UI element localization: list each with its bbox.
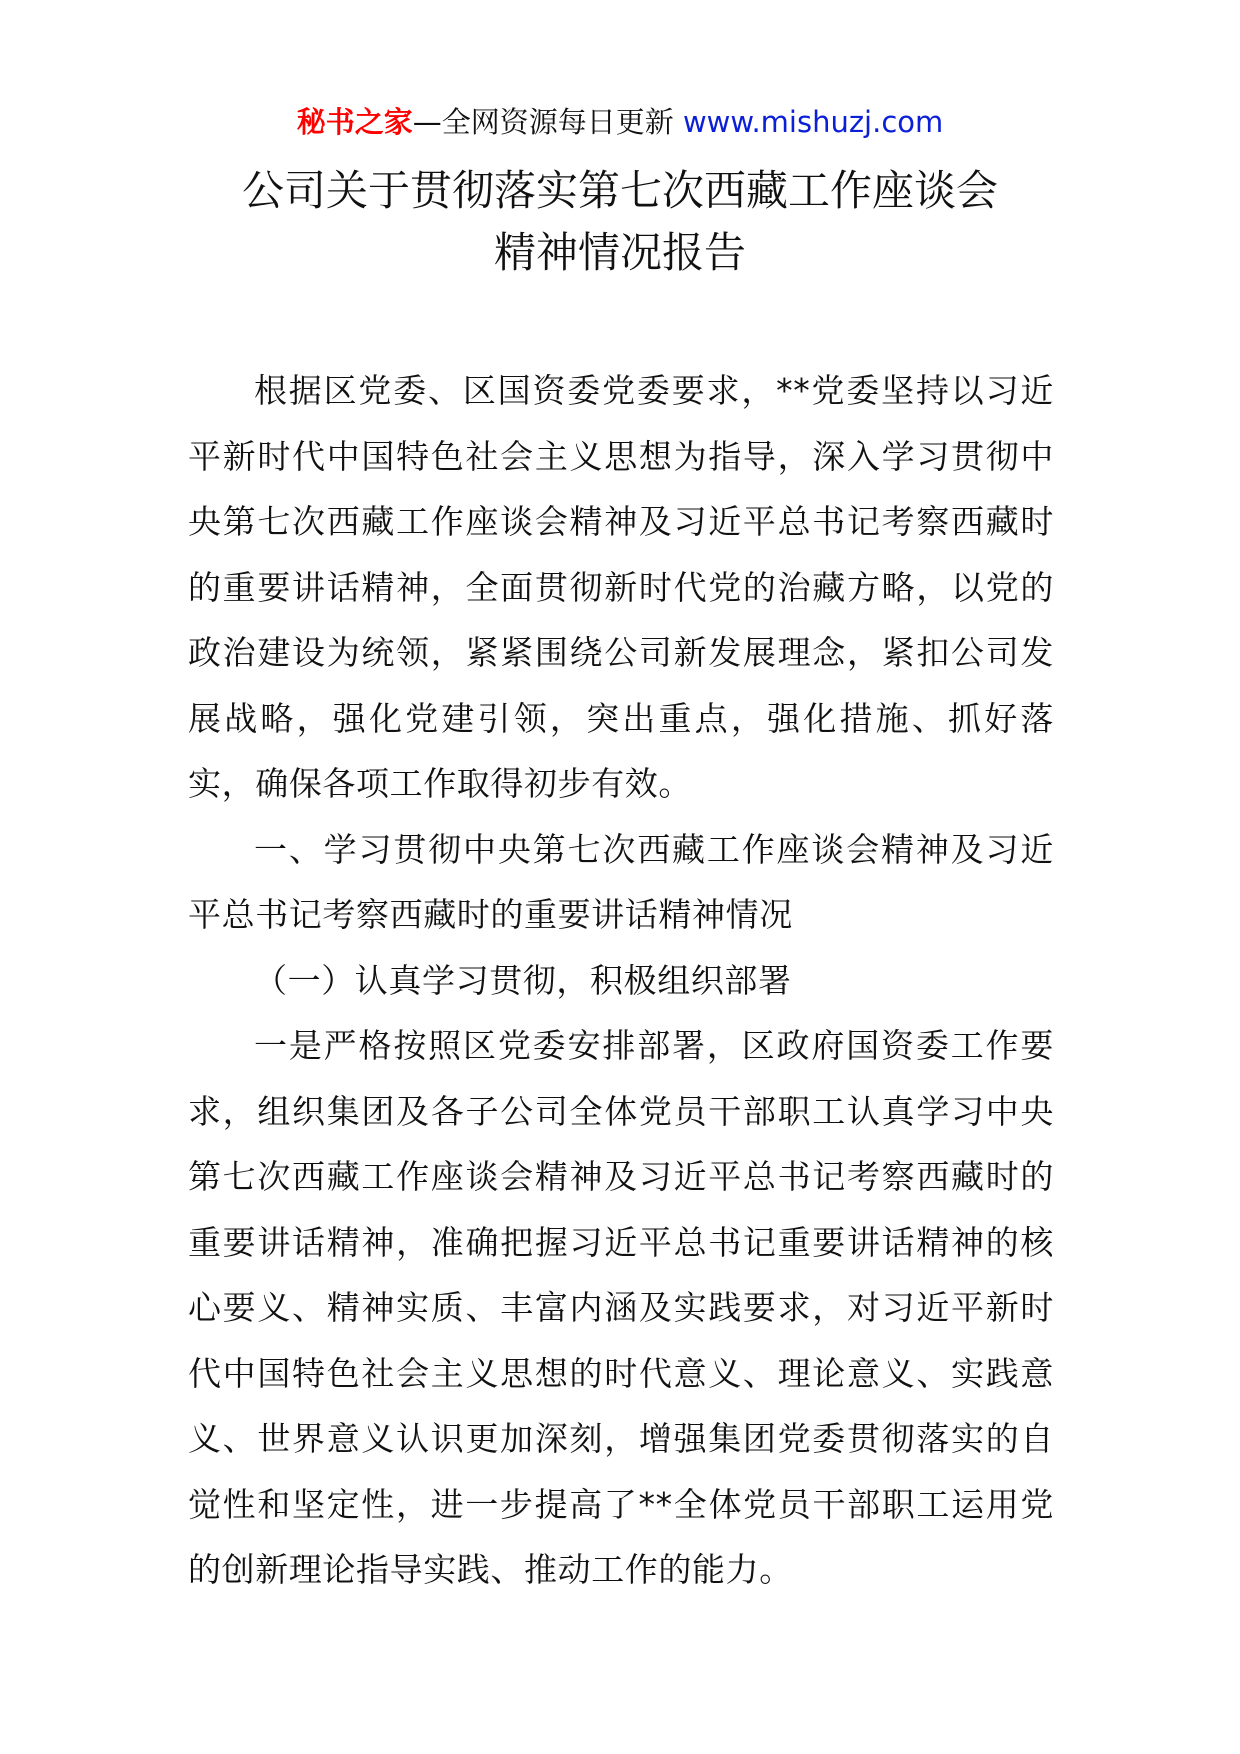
header-slogan: —全网资源每日更新 [412, 105, 683, 139]
site-url-link[interactable]: www.mishuzj.com [682, 105, 944, 139]
brand-name: 秘书之家 [296, 105, 413, 139]
document-body [188, 358, 1054, 1603]
document-title [0, 160, 1240, 284]
title-line-2: 精神情况报告 [493, 228, 746, 277]
subsection-heading-1: （一）认真学习贯彻，积极组织部署 [254, 960, 792, 1000]
section-heading-1: 一、学习贯彻中央第七次西藏工作座谈会精神及习近平总书记考察西藏时的重要讲话精神情况 [188, 829, 1054, 934]
body-paragraph-1: 一是严格按照区党委安排部署，区政府国资委工作要求，组织集团及各子公司全体党员干部职工认真学习中央第七次西藏工作座谈会精神及习近平总书记考察西藏时的重要讲话精神，准确把握习近平总书记重要讲话精神的核心要义、精神实质、丰富内涵及实践要求，对习近平新时代中国特色社会主义思想的时代意义、理论意义、实践意义、世界意义认识更加深刻，增强集团党委贯彻落实的自觉性和坚定性，进一步提高了**全体党员干部职工运用党的创新理论指导实践、推动工作的能力。 [188, 1026, 1054, 1589]
site-header [0, 102, 1240, 142]
title-line-1: 公司关于贯彻落实第七次西藏工作座谈会 [241, 166, 998, 215]
intro-paragraph: 根据区党委、区国资委党委要求，**党委坚持以习近平新时代中国特色社会主义思想为指导，深入学习贯彻中央第七次西藏工作座谈会精神及习近平总书记考察西藏时的重要讲话精神，全面贯彻新时代党的治藏方略，以党的政治建设为统领，紧紧围绕公司新发展理念，紧扣公司发展战略，强化党建引领，突出重点，强化措施、抓好落实，确保各项工作取得初步有效。 [188, 371, 1054, 803]
